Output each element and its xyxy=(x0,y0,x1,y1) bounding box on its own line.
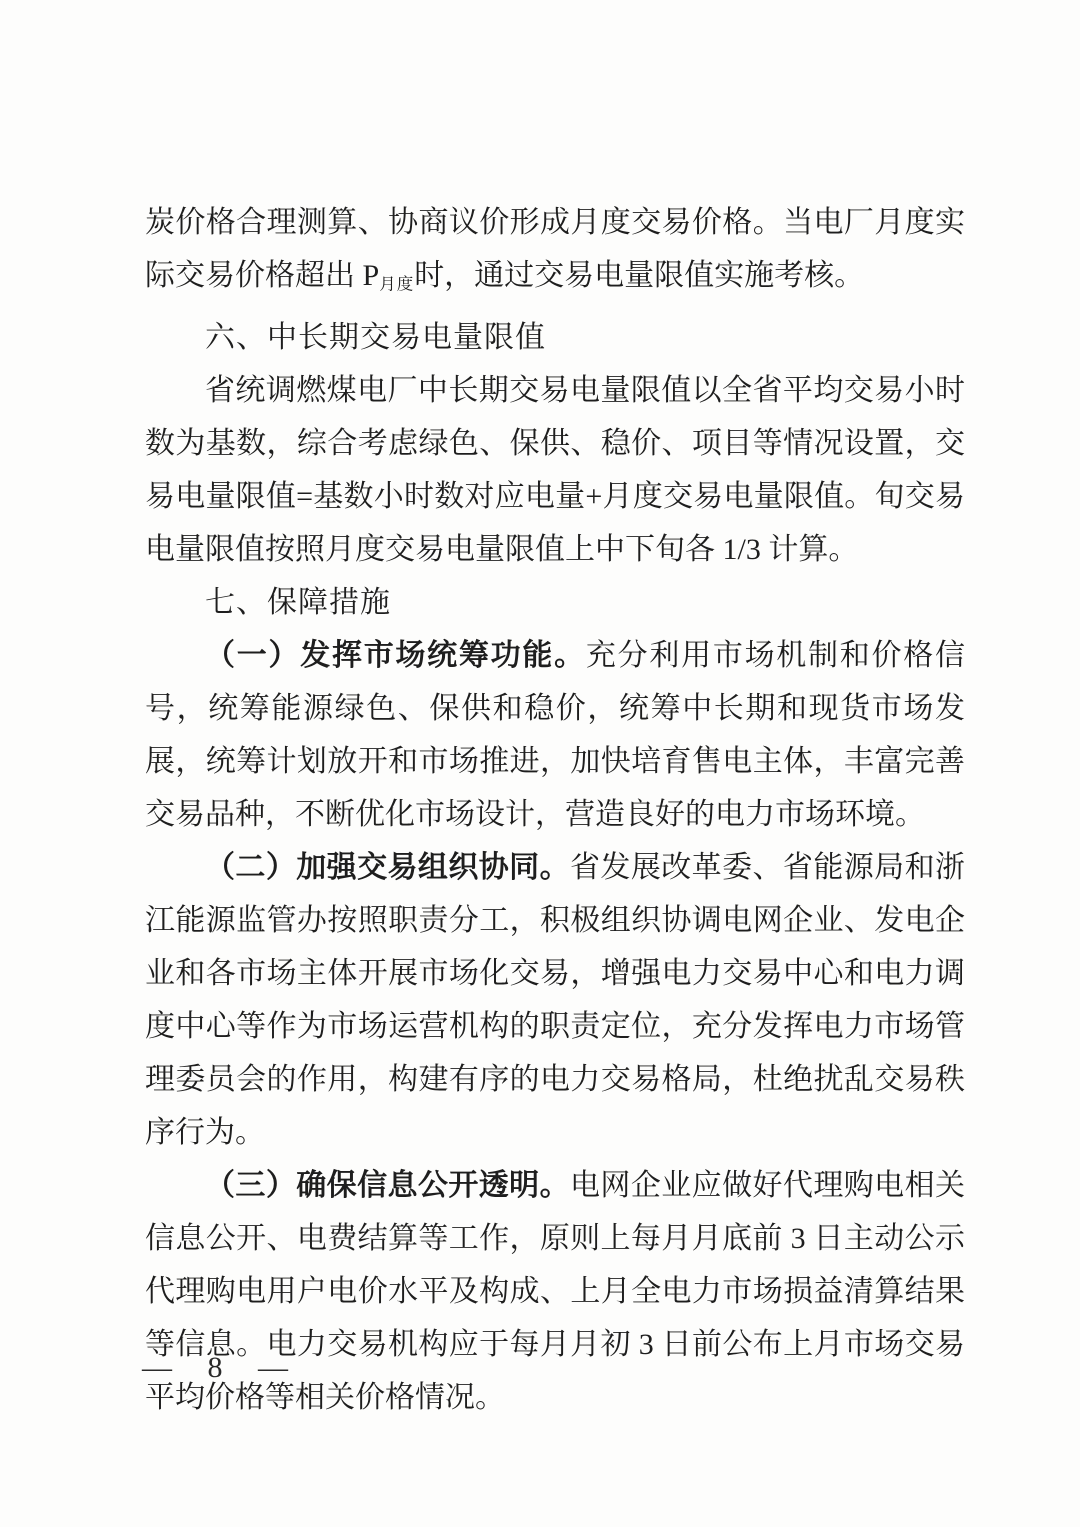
paragraph xyxy=(145,629,965,841)
section-heading xyxy=(145,576,965,629)
document-body xyxy=(145,196,965,1424)
text-run-normal: 省统调燃煤电厂中长期交易电量限值以全省平均交易小时数为基数，综合考虑绿色、保供、稳价、项目等情况设置，交易电量限值=基数小时数对应电量+月度交易电量限值。旬交易电量限值按照月度交易电量限值上中下旬各 1/3 计算。 xyxy=(145,373,965,566)
text-run-normal: 省发展改革委、省能源局和浙江能源监管办按照职责分工，积极组织协调电网企业、发电企业和各市场主体开展市场化交易，增强电力交易中心和电力调度中心等作为市场运营机构的职责定位，充分发挥电力市场管理委员会的作用，构建有序的电力交易格局，杜绝扰乱交易秩序行为。 xyxy=(145,850,965,1149)
paragraph xyxy=(145,364,965,576)
text-run-subscript: 月度 xyxy=(379,274,415,294)
text-run-normal: 电网企业应做好代理购电相关信息公开、电费结算等工作，原则上每月月底前 3 日主动公示代理购电用户电价水平及构成、上月全电力市场损益清算结果等信息。电力交易机构应于每月月初 3 日前公布上月市场交易平均价格等相关价格情况。 xyxy=(145,1168,965,1414)
paragraph xyxy=(145,841,965,1159)
section-heading xyxy=(145,311,965,364)
paragraph xyxy=(145,196,965,311)
text-run-bold-lead: （二）加强交易组织协同。 xyxy=(205,850,570,884)
text-run-normal: 六、中长期交易电量限值 xyxy=(205,320,546,354)
text-run-normal: 七、保障措施 xyxy=(205,585,391,619)
text-run-normal: 充分利用市场机制和价格信号，统筹能源绿色、保供和稳价，统筹中长期和现货市场发展，统筹计划放开和市场推进，加快培育售电主体，丰富完善交易品种，不断优化市场设计，营造良好的电力市场环境。 xyxy=(145,638,966,831)
text-run-bold-lead: （三）确保信息公开透明。 xyxy=(205,1168,570,1202)
text-run-bold-lead: （一）发挥市场统筹功能。 xyxy=(205,638,586,672)
page-number: — 8 — xyxy=(142,1351,302,1384)
text-run-normal: 炭价格合理测算、协商议价形成月度交易价格。当电厂月度实际交易价格超出 P xyxy=(145,206,965,292)
text-run-normal: 时，通过交易电量限值实施考核。 xyxy=(414,259,865,292)
